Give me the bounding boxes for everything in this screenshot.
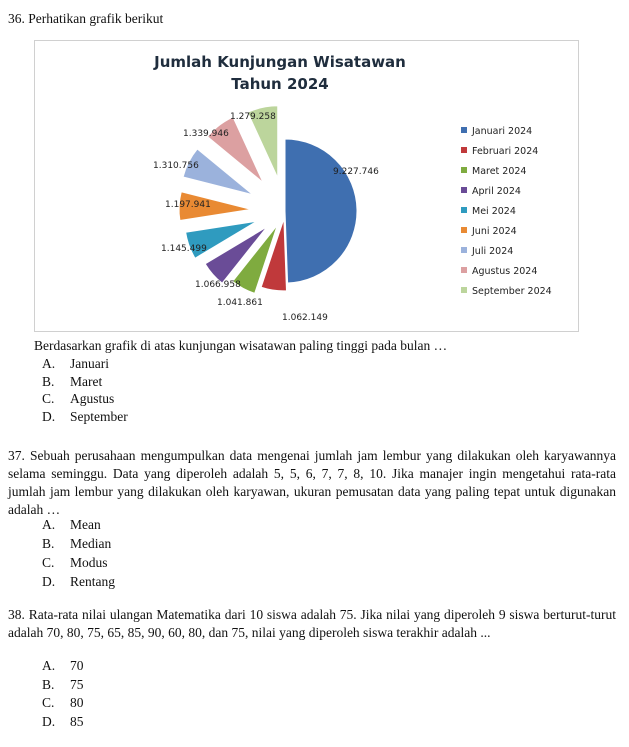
option-letter: D.: [42, 408, 56, 424]
legend-entry-8: Agustus 2024: [472, 266, 538, 277]
option-text: 70: [70, 658, 84, 673]
pie-chart: [34, 40, 579, 332]
option-letter: D.: [42, 713, 56, 729]
q36-option-b[interactable]: [42, 373, 102, 391]
legend-entry-2: Februari 2024: [472, 146, 539, 157]
pie-slice-1: [285, 139, 357, 283]
q38-option-b[interactable]: [42, 676, 84, 694]
option-text: 85: [70, 713, 84, 729]
option-letter: D.: [42, 574, 56, 589]
pie-chart-svg: [35, 41, 578, 331]
option-letter: C.: [42, 695, 55, 710]
option-text: 75: [70, 676, 84, 692]
option-letter: A.: [42, 658, 56, 673]
option-letter: A.: [42, 517, 56, 532]
q37-option-d[interactable]: [42, 573, 115, 591]
option-letter: B.: [42, 676, 55, 692]
legend-swatch-6: [461, 227, 467, 233]
option-text: Januari: [70, 356, 109, 371]
chart-title-line2: Tahun 2024: [231, 75, 329, 93]
q36-option-a[interactable]: [42, 355, 109, 373]
question-36-heading: 36. Perhatikan grafik berikut: [8, 11, 164, 26]
q38-option-d[interactable]: [42, 713, 84, 731]
data-label-5: 1.145.499: [161, 244, 207, 254]
data-label-8: 1.339.946: [183, 129, 229, 139]
option-text: Mean: [70, 517, 101, 532]
legend-swatch-4: [461, 187, 467, 193]
q38-option-a[interactable]: [42, 657, 84, 675]
option-letter: B.: [42, 536, 55, 551]
question-36-text: Berdasarkan grafik di atas kunjungan wisatawan paling tinggi pada bulan …: [34, 338, 448, 353]
legend-swatch-1: [461, 127, 467, 133]
legend-swatch-3: [461, 167, 467, 173]
legend-swatch-2: [461, 147, 467, 153]
q37-option-a[interactable]: [42, 516, 101, 534]
legend-entry-1: Januari 2024: [472, 126, 533, 137]
option-text: Rentang: [70, 574, 115, 589]
data-label-1: 9.227.746: [333, 167, 379, 177]
option-text: Modus: [70, 555, 108, 570]
option-letter: B.: [42, 373, 55, 389]
legend-swatch-5: [461, 207, 467, 213]
data-label-6: 1.197.941: [165, 200, 211, 210]
legend-entry-7: Juli 2024: [472, 246, 514, 257]
option-text: 80: [70, 695, 84, 710]
legend-entry-5: Mei 2024: [472, 206, 516, 217]
data-label-4: 1.066.958: [195, 280, 241, 290]
q36-option-d[interactable]: [42, 408, 128, 426]
option-text: Agustus: [70, 391, 115, 406]
option-text: Maret: [70, 373, 103, 389]
question-38-text: 38. Rata-rata nilai ulangan Matematika dari 10 siswa adalah 75. Jika nilai yang diperoleh 9 siswa berturut-turut adalah 70, 80, 75, 65, 85, 90, 60, 80, dan 75, nilai yang diperoleh siswa terakhir adalah ...: [8, 607, 616, 640]
legend-swatch-7: [461, 247, 467, 253]
legend-entry-3: Maret 2024: [472, 166, 527, 177]
question-37-text: 37. Sebuah perusahaan mengumpulkan data mengenai jumlah jam lembur yang dilakukan oleh karyawannya selama seminggu. Data yang diperoleh adalah 5, 5, 6, 7, 7, 8, 10. Jika manajer ingin mengetahui rata-rata jumlah jam lembur yang dilakukan oleh karyawan, ukuran pemusatan data yang paling tepat untuk digunakan adalah …: [8, 448, 616, 517]
legend-entry-9: September 2024: [472, 286, 552, 297]
data-label-3: 1.041.861: [217, 298, 263, 308]
q37-option-c[interactable]: [42, 554, 108, 572]
legend-entry-4: April 2024: [472, 186, 521, 197]
option-letter: C.: [42, 555, 55, 570]
data-label-9: 1.279.258: [230, 112, 276, 122]
option-letter: C.: [42, 391, 55, 406]
option-text: September: [70, 408, 128, 424]
legend-entry-6: Juni 2024: [472, 226, 517, 237]
q38-option-c[interactable]: [42, 694, 84, 712]
q37-option-b[interactable]: [42, 535, 111, 553]
legend-swatch-9: [461, 287, 467, 293]
q36-option-c[interactable]: [42, 390, 114, 408]
data-label-7: 1.310.756: [153, 161, 199, 171]
chart-title-line1: Jumlah Kunjungan Wisatawan: [154, 53, 406, 71]
option-text: Median: [70, 536, 112, 551]
option-letter: A.: [42, 356, 56, 371]
legend-swatch-8: [461, 267, 467, 273]
data-label-2: 1.062.149: [282, 313, 328, 323]
